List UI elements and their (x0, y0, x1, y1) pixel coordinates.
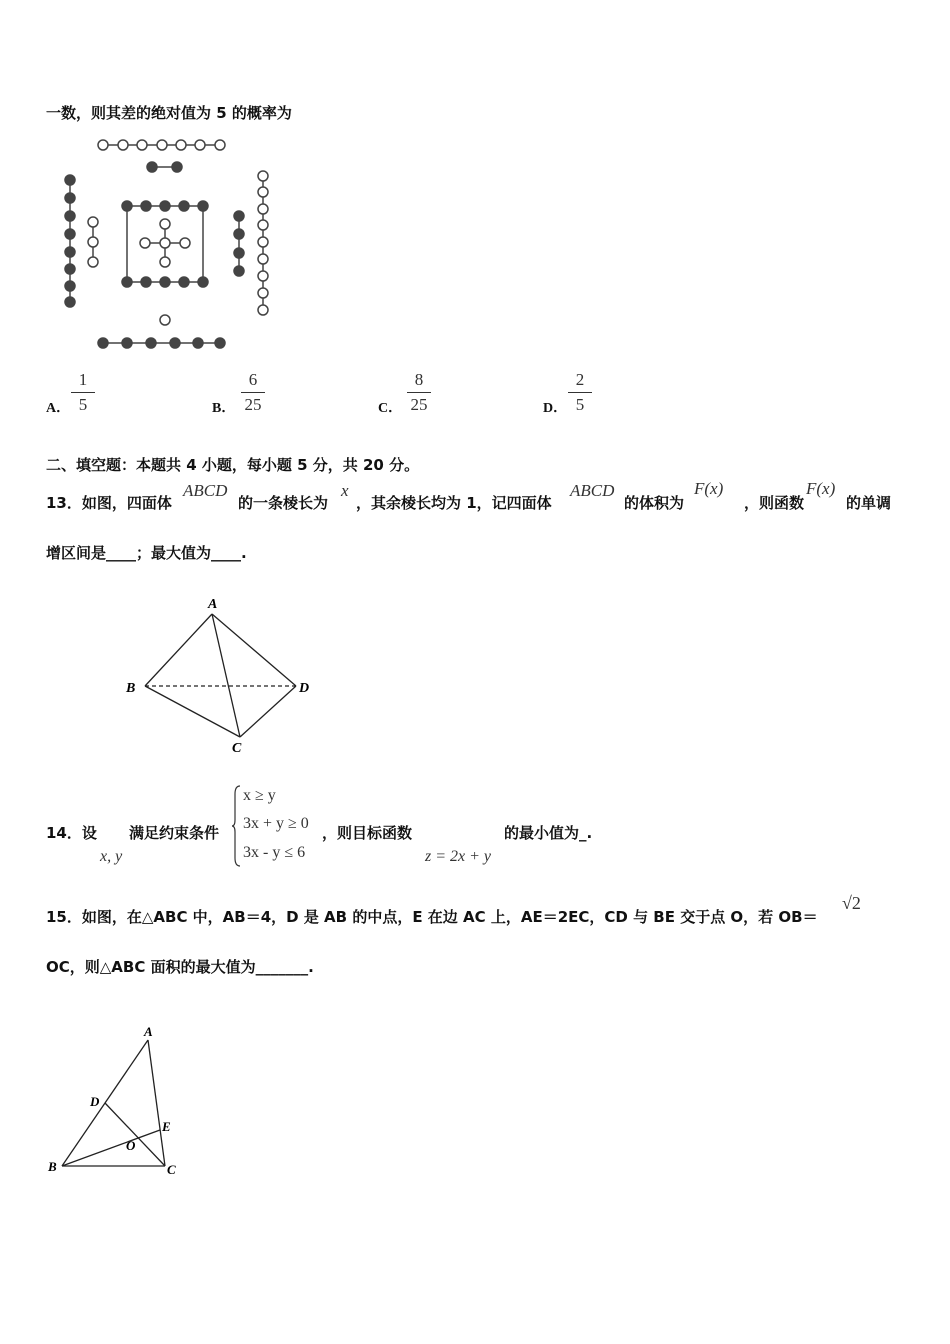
q14-objective: z = 2x + y (425, 848, 492, 865)
luoshu-figure (55, 132, 285, 357)
q14-text-3: ，则目标函数 (322, 824, 413, 842)
tri-label-o: O (126, 1138, 136, 1153)
tri-label-d: D (90, 1094, 100, 1109)
q13-text-2: 的一条棱长为 (238, 494, 329, 512)
tri-label-e: E (162, 1119, 171, 1134)
q13-line2: 增区间是____；最大值为____. (46, 544, 247, 562)
constraint-1: x ≥ y (243, 787, 276, 804)
option-b-letter: B． (212, 401, 236, 416)
tetra-label-a: A (208, 597, 218, 612)
q13-text-4: 的体积为 (624, 494, 685, 512)
option-d-letter: D． (543, 401, 568, 416)
option-d-fraction: 2 5 (568, 370, 592, 415)
tetrahedron-figure (120, 592, 330, 762)
tetra-label-c: C (232, 741, 242, 756)
q15-line2: OC，则△ABC 面积的最大值为_______. (46, 958, 314, 976)
q14-text-4: 的最小值为_. (504, 824, 593, 842)
q15-sqrt2: √2 (842, 893, 861, 913)
q13-text-6: 的单调 (846, 494, 892, 512)
q13-abcd: ABCD (183, 481, 228, 500)
option-b-fraction: 6 25 (241, 370, 265, 415)
constraint-brace (232, 784, 242, 868)
tetra-label-b: B (126, 681, 136, 696)
q13-text-1: 13．如图，四面体 (46, 494, 172, 512)
q13-fx: F(x) (694, 479, 724, 498)
q13-fx-2: F(x) (806, 479, 836, 498)
q13-abcd-2: ABCD (570, 481, 615, 500)
tri-label-c: C (167, 1162, 176, 1177)
tri-label-a: A (144, 1024, 153, 1039)
constraint-2: 3x + y ≥ 0 (243, 815, 309, 832)
q13-x: x (341, 481, 349, 500)
tetra-label-d: D (299, 681, 310, 696)
q12-text: 一数，则其差的绝对值为 5 的概率为 (46, 104, 292, 122)
triangle-figure (40, 1018, 200, 1188)
section-heading: 二、填空题：本题共 4 小题，每小题 5 分，共 20 分。 (46, 456, 420, 474)
option-c-fraction: 8 25 (407, 370, 431, 415)
option-c-letter: C． (378, 401, 403, 416)
tri-label-b: B (48, 1159, 57, 1174)
constraint-3: 3x - y ≤ 6 (243, 844, 306, 861)
q14-xy: x, y (100, 848, 123, 865)
q13-text-5: ，则函数 (744, 494, 805, 512)
option-a-letter: A． (46, 401, 71, 416)
option-a-fraction: 1 5 (71, 370, 95, 415)
q13-text-3: ，其余棱长均为 1，记四面体 (356, 494, 552, 512)
q14-text-1: 14．设 (46, 824, 97, 842)
q15-line1: 15．如图，在△ABC 中，AB＝4，D 是 AB 的中点，E 在边 AC 上，AE＝2EC，CD 与 BE 交于点 O，若 OB＝ (46, 908, 818, 926)
q14-text-2: 满足约束条件 (129, 824, 220, 842)
